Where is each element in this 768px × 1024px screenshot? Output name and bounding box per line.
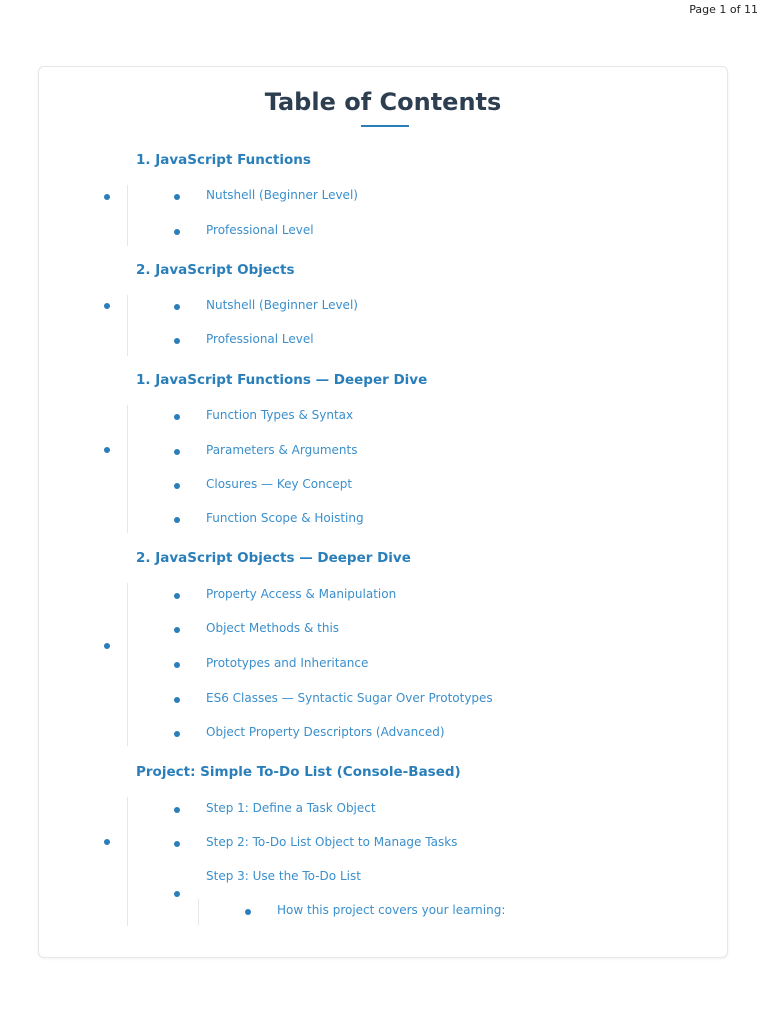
title-underline <box>361 125 409 127</box>
page-number: Page 1 of 11 <box>689 3 758 16</box>
toc-item-label[interactable]: Object Methods & this <box>206 621 340 635</box>
toc-item-label[interactable]: Object Property Descriptors (Advanced) <box>206 725 445 739</box>
toc-heading-project[interactable]: Project: Simple To-Do List (Console-Based) <box>136 764 461 780</box>
toc-item-label[interactable]: Step 3: Use the To-Do List <box>206 869 361 883</box>
toc-item-label[interactable]: Step 1: Define a Task Object <box>206 801 376 815</box>
toc-item[interactable] <box>39 407 727 427</box>
bullet-icon <box>174 338 180 344</box>
bullet-icon <box>174 593 180 599</box>
bullet-icon <box>174 731 180 737</box>
bullet-icon <box>174 627 180 633</box>
bullet-icon <box>245 909 251 915</box>
bullet-icon <box>174 483 180 489</box>
toc-item-label[interactable]: Professional Level <box>206 332 314 346</box>
bullet-icon <box>174 697 180 703</box>
bullet-icon <box>174 229 180 235</box>
toc-item-label[interactable]: Professional Level <box>206 223 314 237</box>
toc-item-label[interactable]: Prototypes and Inheritance <box>206 656 369 670</box>
toc-item-label[interactable]: Parameters & Arguments <box>206 443 358 457</box>
toc-item-label[interactable]: Function Scope & Hoisting <box>206 511 364 525</box>
toc-heading-js-functions[interactable]: 1. JavaScript Functions <box>136 152 311 168</box>
bullet-icon <box>174 841 180 847</box>
toc-title: Table of Contents <box>264 88 502 116</box>
bullet-icon <box>174 517 180 523</box>
toc-heading-js-objects[interactable]: 2. JavaScript Objects <box>136 262 295 278</box>
toc-item[interactable] <box>39 331 727 351</box>
sub-group-rule <box>198 899 199 925</box>
bullet-icon <box>174 891 180 897</box>
bullet-icon <box>174 807 180 813</box>
toc-item[interactable] <box>39 868 727 888</box>
bullet-icon <box>174 194 180 200</box>
bullet-icon <box>174 414 180 420</box>
bullet-icon <box>174 304 180 310</box>
bullet-icon <box>104 643 110 649</box>
toc-item-label[interactable]: Closures — Key Concept <box>206 477 353 491</box>
toc-heading-js-functions-deeper[interactable]: 1. JavaScript Functions — Deeper Dive <box>136 372 428 388</box>
toc-item-label[interactable]: Nutshell (Beginner Level) <box>206 298 358 312</box>
toc-item[interactable] <box>39 690 727 710</box>
toc-item-label[interactable]: ES6 Classes — Syntactic Sugar Over Prototypes <box>206 691 493 705</box>
toc-heading-js-objects-deeper[interactable]: 2. JavaScript Objects — Deeper Dive <box>136 550 411 566</box>
toc-item[interactable] <box>39 510 727 530</box>
toc-item[interactable] <box>39 442 727 462</box>
toc-item[interactable] <box>39 187 727 207</box>
toc-item-label[interactable]: Function Types & Syntax <box>206 408 354 422</box>
toc-item[interactable] <box>39 222 727 242</box>
toc-item[interactable] <box>39 834 727 854</box>
toc-item[interactable] <box>39 620 727 640</box>
toc-item[interactable] <box>39 724 727 744</box>
toc-item[interactable] <box>39 800 727 820</box>
bullet-icon <box>174 449 180 455</box>
toc-item[interactable] <box>39 476 727 496</box>
bullet-icon <box>174 662 180 668</box>
toc-subitem-label[interactable]: How this project covers your learning: <box>277 903 506 917</box>
toc-item-label[interactable]: Property Access & Manipulation <box>206 587 397 601</box>
toc-item-label[interactable]: Nutshell (Beginner Level) <box>206 188 358 202</box>
toc-card <box>38 66 728 958</box>
toc-item[interactable] <box>39 655 727 675</box>
toc-item[interactable] <box>39 297 727 317</box>
toc-item-label[interactable]: Step 2: To-Do List Object to Manage Tasks <box>206 835 458 849</box>
toc-item[interactable] <box>39 586 727 606</box>
